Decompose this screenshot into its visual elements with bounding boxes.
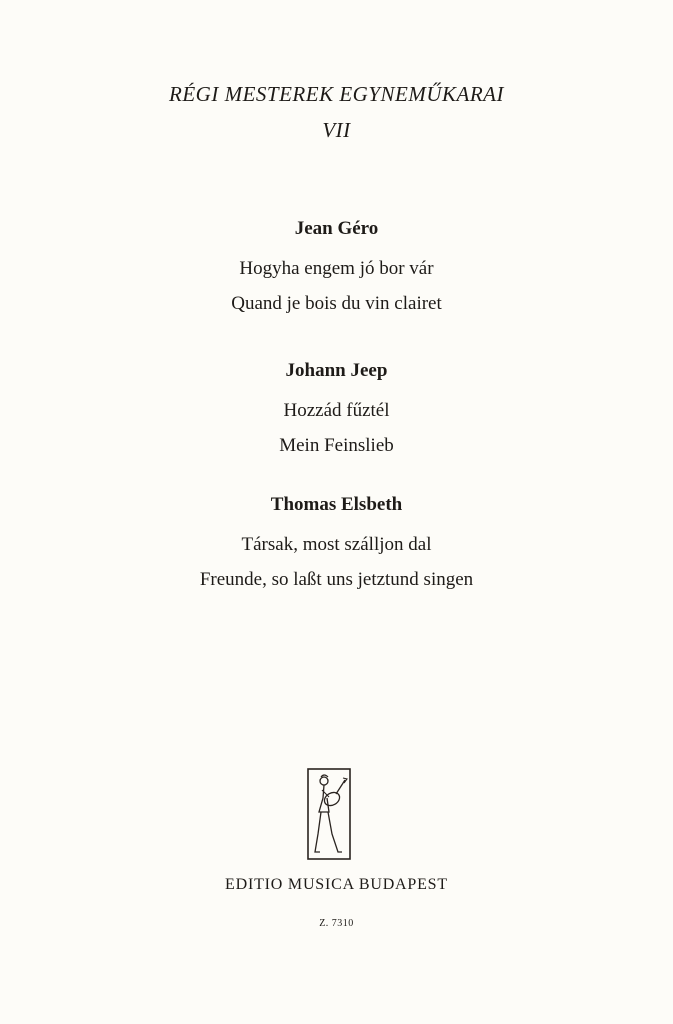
series-volume: VII	[322, 118, 351, 142]
series-title: RÉGI MESTEREK EGYNEMŰKARAI	[169, 82, 504, 106]
publisher-name: EDITIO MUSICA BUDAPEST	[225, 876, 448, 893]
work-title-hungarian: Társak, most szálljon dal	[241, 534, 432, 555]
work-title-hungarian: Hozzád fűztél	[283, 400, 390, 421]
work-title-original: Freunde, so laßt uns jetztund singen	[199, 569, 474, 590]
composer-name: Johann Jeep	[285, 360, 388, 381]
work-entry	[0, 217, 673, 321]
work-title-original: Quand je bois du vin clairet	[231, 293, 442, 314]
catalogue-code: Z. 7310	[319, 918, 354, 929]
work-entry	[0, 493, 673, 597]
work-title-original: Mein Feinslieb	[279, 435, 394, 456]
series-heading	[0, 76, 673, 148]
lute-player-emblem-icon	[307, 768, 351, 860]
work-title-hungarian: Hogyha engem jó bor vár	[239, 258, 434, 279]
work-entry	[0, 359, 673, 463]
composer-name: Thomas Elsbeth	[270, 494, 403, 515]
composer-name: Jean Géro	[294, 218, 379, 239]
